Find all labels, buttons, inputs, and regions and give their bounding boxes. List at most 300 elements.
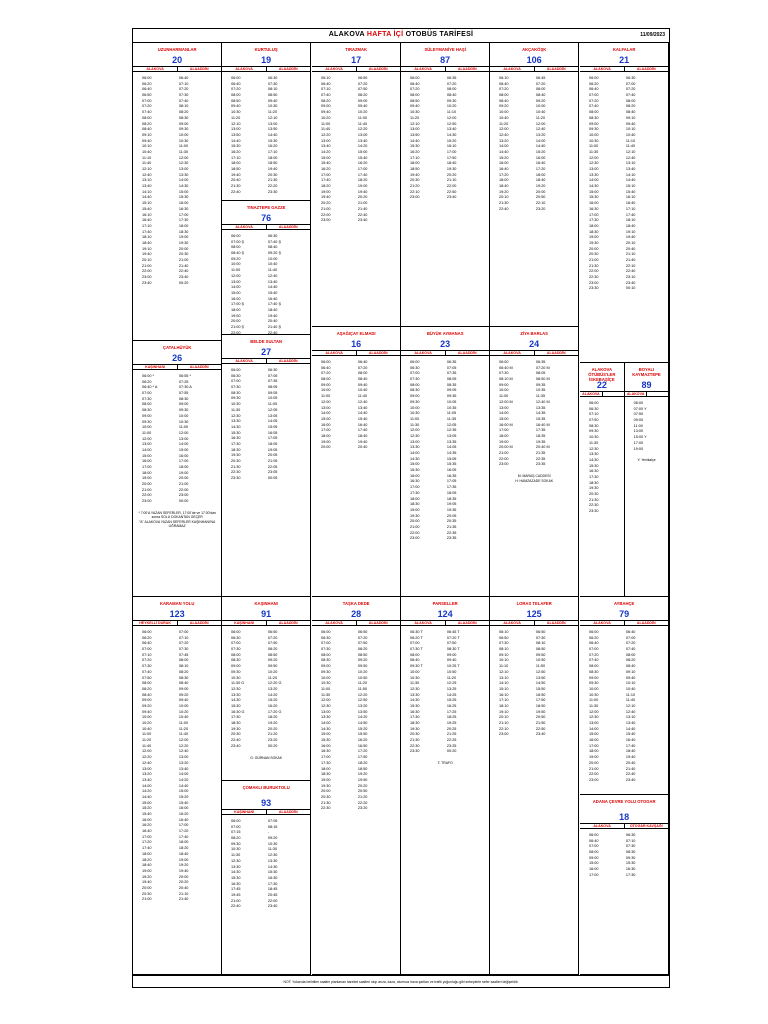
return-time: 17:40 — [357, 172, 368, 177]
return-time: 09:00 — [446, 652, 457, 657]
departure-time: 15:00 — [142, 800, 152, 805]
return-time: 11:40 — [178, 732, 189, 737]
departure-time: 08:50 — [410, 98, 420, 103]
departure-time: 07:50 — [142, 675, 152, 680]
return-time: 18:35 — [535, 433, 546, 438]
return-time: 12:40 — [267, 273, 278, 278]
return-time: 07:00 — [625, 635, 636, 640]
departure-time: 14:30 — [589, 184, 599, 189]
route-name: LORAS TELAFER — [516, 601, 552, 606]
departure-time: 09:40 — [410, 104, 420, 109]
route-note: * 7:00'A YAZAN SEFERLER, 17:00'de ve 17:30'dan sonra SOLU DOKANTAN GEÇER "A" ALAKOVA YAZAN SEFERLER KAŞINHANI'NA UĞRAMAZ — [138, 511, 216, 528]
return-time: 08:20 — [357, 93, 368, 98]
return-time: 14:30 — [446, 132, 457, 137]
return-time: 07:45 — [178, 652, 189, 657]
return-time: 16:05 — [267, 430, 278, 435]
departure-time: 07:10 — [589, 412, 599, 417]
return-time: 20:35 — [446, 519, 457, 524]
departure-time: 22:40 — [231, 189, 241, 194]
departure-time: 14:30 — [589, 457, 599, 462]
return-time: 21:40 — [625, 258, 636, 262]
column-header-left: KAŞINHANI — [145, 365, 166, 369]
departure-time: 12:10 — [231, 121, 241, 126]
timetable-date: 11/09/2023 — [640, 32, 665, 38]
return-time: 07:35 — [446, 371, 457, 376]
departure-time: 12:10 — [499, 669, 509, 674]
departure-time: 18:50 — [231, 167, 241, 171]
route-block — [222, 201, 311, 335]
column-header-right: ALAADDİN — [278, 810, 298, 814]
departure-list — [312, 76, 400, 224]
departure-time: 18:20 — [142, 857, 152, 862]
departure-time: 06:40 M — [499, 365, 513, 370]
return-time: 20:45 — [267, 892, 278, 897]
departure-time: 09:30 — [231, 669, 241, 674]
departure-time: 08:00 — [321, 652, 331, 657]
departure-time: 06:20 — [142, 635, 152, 640]
return-time: 12:00 — [178, 738, 189, 743]
return-time: 23:20 — [267, 738, 278, 743]
departure-time: 08:00 — [410, 652, 420, 657]
return-time: 06:35 — [446, 76, 457, 80]
route-number: 93 — [261, 798, 272, 808]
departure-time: 06:40 — [499, 81, 509, 86]
departure-time: 08:00 — [589, 850, 599, 855]
return-time: 13:40 — [178, 766, 189, 771]
departure-time: 06:40 — [589, 87, 599, 92]
column-header-right: ALAADDİN — [189, 365, 209, 369]
departure-time: 18:30 — [589, 229, 599, 234]
return-time: 19:40 — [357, 439, 368, 444]
departure-time: 17:45 — [231, 887, 241, 892]
departure-time: 08:00 — [321, 377, 331, 382]
return-time: 19:00 — [178, 235, 189, 240]
return-time: 17:00 — [357, 167, 368, 171]
return-time: 10:40 — [625, 686, 636, 691]
title-part-a: ALAKOVA — [328, 31, 365, 38]
return-time: 09:20 — [357, 658, 368, 663]
return-time: 20:25 — [446, 726, 457, 731]
return-time: 21:05 — [267, 459, 278, 463]
departure-time: 07:00 — [589, 647, 599, 652]
departure-time: 10:10 — [142, 144, 152, 149]
return-time: 16:50 — [535, 692, 546, 697]
return-time: 15:05 — [446, 456, 457, 461]
departure-time: 09:30 T — [410, 664, 423, 669]
departure-time: 20:30 — [231, 459, 241, 463]
departure-time: 13:30 — [410, 692, 420, 697]
return-time: 17:00 — [178, 212, 189, 217]
departure-time: 19:30 — [410, 726, 420, 731]
return-time: 19:50 — [357, 777, 368, 782]
return-time: 23:40 — [357, 218, 368, 223]
return-time: 09:50 — [267, 664, 278, 669]
departure-time: 08:10 M — [499, 377, 513, 382]
return-time: 21:30 — [267, 178, 278, 183]
departure-time: 20:10 — [499, 195, 509, 200]
departure-time: 17:00 — [410, 485, 420, 490]
departure-time: 23:30 — [231, 476, 241, 481]
return-time: 08:40 — [625, 664, 636, 669]
return-time: 09:50 — [357, 664, 368, 669]
departure-time: 16:20 — [410, 149, 420, 154]
return-time: 23:40 — [267, 904, 278, 909]
return-time: 08:10 — [535, 641, 546, 646]
departure-time: 13:00 — [321, 405, 331, 410]
return-time: 22:00 — [267, 898, 278, 903]
return-time: 14:25 — [446, 692, 457, 697]
departure-row — [580, 286, 668, 292]
departure-time: 18:00 — [142, 851, 152, 856]
departure-time: 22:00 — [321, 212, 331, 217]
departure-time: 16:30 — [410, 479, 420, 484]
departure-time: 13:50 — [410, 132, 420, 137]
return-time: 19:40 — [267, 313, 278, 318]
return-time: 12:35 — [446, 428, 457, 433]
departure-time: 22:10 — [499, 726, 509, 731]
return-time: 14:00 — [178, 178, 189, 183]
return-time: 07:20 — [535, 81, 546, 86]
departure-time: 08:30 — [410, 388, 420, 393]
departure-time: 15:00 Y — [633, 435, 647, 440]
return-time: 20:40 — [357, 445, 368, 450]
return-time: 13:25 — [446, 686, 457, 691]
departure-time: 19:40 — [410, 172, 420, 177]
return-time: 18:00 — [178, 465, 189, 469]
departure-time: 20:10 — [499, 715, 509, 720]
departure-time: 15:30 — [410, 703, 420, 708]
return-time: 09:20 — [267, 658, 278, 663]
route-note: Y: Yenikalçe — [637, 458, 656, 463]
return-time: 11:30 — [178, 149, 189, 154]
return-time: 14:40 — [267, 132, 278, 137]
departure-row — [401, 536, 489, 542]
return-time: 19:35 — [535, 439, 546, 444]
departure-time: 16:00 — [231, 296, 241, 301]
departure-time: 11:20 — [142, 738, 152, 743]
departure-time: 15:10 — [499, 686, 509, 691]
route-block — [312, 327, 401, 597]
departure-time: 07:20 — [231, 87, 241, 92]
departure-time: 14:00 — [321, 411, 331, 416]
departure-time: 20:40 — [231, 178, 241, 183]
departure-time: 11:00 — [321, 394, 331, 399]
departure-row — [133, 499, 221, 505]
return-time: 23:35 — [535, 462, 546, 467]
return-time: 19:50 — [535, 709, 546, 714]
departure-time: 12:10 — [410, 121, 420, 126]
departure-time: 16:10 — [142, 212, 152, 217]
return-time: 08:05 — [446, 377, 457, 382]
route-number: 79 — [619, 609, 630, 619]
return-time: 10:30 — [267, 104, 278, 109]
departure-time: 09:00 — [142, 698, 152, 703]
route-name: AŞAĞIÇAY ELMADI — [336, 331, 376, 336]
departure-time: 15:30 — [231, 875, 241, 880]
departure-list — [401, 76, 489, 201]
departure-time: 08:00 — [410, 93, 420, 98]
departure-time: 11:00 — [410, 416, 420, 421]
return-time: 15:05 — [267, 424, 278, 429]
return-time: 20:20 — [178, 880, 189, 885]
departure-time: 19:30 — [231, 453, 241, 458]
return-time: 17:20 — [535, 167, 546, 171]
return-time: 09:30 — [178, 127, 189, 132]
departure-time: 17:00 — [633, 440, 644, 445]
return-time: 07:20 M — [535, 365, 550, 370]
departure-time: 11:00 — [142, 732, 152, 737]
column-header-left: ALAKOVA — [235, 225, 253, 229]
departure-time: 21:30 — [589, 263, 599, 268]
departure-time: 10:30 — [589, 692, 599, 697]
column-headers — [625, 391, 669, 397]
return-time: 22:40 — [625, 772, 636, 777]
return-time: 21:20 — [267, 732, 278, 737]
departure-time: 10:30 — [589, 435, 599, 440]
departure-time: 12:30 — [231, 858, 241, 863]
departure-time: 22:40 — [499, 206, 509, 211]
return-time: 10:20 — [267, 669, 278, 674]
departure-time: 23:00 — [499, 732, 509, 737]
return-time: 08:20 — [178, 110, 189, 115]
route-name: BOYALI KAYMAZTEPE — [632, 367, 661, 377]
return-time: 14:50 — [357, 721, 368, 725]
departure-time: 17:10 — [231, 155, 241, 160]
departure-time: 08:20 — [142, 686, 152, 691]
route-block — [625, 363, 670, 597]
return-time: 09:00 — [178, 121, 189, 126]
return-time: 08:40 — [267, 245, 278, 250]
return-time: 18:45 — [267, 887, 278, 892]
column-header-left: HEYKELLİ DURAK — [139, 621, 171, 625]
return-time: 00:10 — [625, 286, 636, 291]
return-time: 20:40 M — [535, 445, 550, 450]
departure-time: 06:00 — [142, 76, 152, 80]
return-time: 07:30 — [535, 635, 546, 640]
departure-time: 19:30 — [231, 726, 241, 731]
departure-time: 07:00 Ş — [231, 239, 245, 244]
departure-time: 16:30 — [231, 436, 241, 441]
departure-time: 15:20 — [499, 155, 509, 160]
return-time: 09:20 Ş — [267, 251, 282, 256]
departure-time: 09:00 — [499, 382, 509, 387]
departure-time: 13:20 — [499, 138, 509, 143]
return-time: 15:25 — [446, 698, 457, 703]
return-time: 21:20 — [357, 794, 368, 799]
departure-time: 18:00 — [410, 161, 420, 166]
return-time: 07:00 — [178, 630, 189, 634]
departure-time: 22:00 — [231, 330, 241, 335]
departure-time: 20:00 M — [499, 445, 513, 450]
return-time: 08:35 — [446, 382, 457, 387]
return-time: 06:55 * — [178, 374, 191, 378]
return-time: 14:00 — [178, 772, 189, 777]
return-time: 18:20 — [357, 178, 368, 183]
departure-time: 08:30 — [321, 658, 331, 663]
departure-time: 14:30 — [410, 698, 420, 703]
route-name: ALAKOVA ÖTÜBÜS'LER İSKEBAŞİÇE — [588, 367, 616, 382]
departure-time: 07:15 — [231, 830, 241, 835]
departure-time: 15:00 — [589, 189, 599, 194]
departure-time: 19:00 — [142, 868, 152, 873]
column-headers — [222, 620, 310, 626]
return-time: 10:05 — [267, 396, 278, 401]
return-time: 17:10 — [625, 206, 636, 211]
return-time: 23:20 — [357, 806, 368, 811]
return-time: 18:50 — [357, 766, 368, 771]
return-time: 11:30 — [267, 847, 278, 852]
return-time: 12:40 M — [535, 399, 550, 404]
return-time: 08:30 — [178, 396, 189, 401]
return-time: 21:00 — [357, 201, 368, 206]
return-time: 14:40 — [625, 178, 636, 183]
return-time: 17:05 — [446, 479, 457, 484]
return-time: 18:05 — [446, 490, 457, 495]
return-time: 13:00 — [357, 132, 368, 137]
return-time: 09:40 — [625, 675, 636, 680]
departure-time: 08:40 — [410, 658, 420, 663]
column-divider — [646, 392, 647, 396]
route-name: KARAMAN YOLU — [159, 601, 195, 606]
route-block — [580, 795, 669, 975]
return-time: 15:00 — [178, 447, 189, 452]
return-time: 21:00 — [178, 258, 189, 262]
column-header-left: ALAKOVA — [325, 621, 343, 625]
departure-time: 06:00 — [231, 630, 241, 634]
return-time: 19:40 — [625, 755, 636, 760]
departure-time: 17:20 — [142, 840, 152, 845]
return-time: 16:30 — [178, 206, 189, 211]
return-time: 22:00 — [178, 487, 189, 492]
departure-time: 11:00 — [231, 268, 241, 273]
return-time: 18:40 — [267, 307, 278, 312]
departure-time: 06:00 — [231, 76, 241, 80]
return-time: 20:20 — [267, 726, 278, 731]
column-headers — [133, 66, 221, 72]
return-time: 10:10 — [625, 681, 636, 686]
return-time: 19:05 — [267, 447, 278, 452]
departure-time: 15:40 — [142, 206, 152, 211]
departure-time: 16:30 G — [231, 709, 245, 714]
return-time: 06:50 — [267, 630, 278, 634]
return-time: 12:40 — [178, 749, 189, 754]
return-time: 17:30 — [178, 218, 189, 223]
return-time: 22:20 — [357, 800, 368, 805]
return-time: 12:40 — [357, 399, 368, 404]
departure-time: 09:30 — [321, 669, 331, 674]
departure-time: 10:30 — [321, 681, 331, 686]
departure-time: 07:20 — [589, 652, 599, 657]
departure-time: 19:00 — [142, 476, 152, 481]
route-number: 19 — [261, 55, 272, 65]
departure-list — [222, 368, 310, 482]
departure-time: 06:20 — [142, 379, 152, 384]
departure-time: 06:20 — [142, 81, 152, 86]
return-time: 14:40 — [178, 783, 189, 788]
column-headers — [222, 224, 310, 230]
return-time: 06:30 — [625, 76, 636, 80]
departure-time: 15:40 — [142, 812, 152, 816]
route-block — [490, 327, 579, 597]
departure-time: 06:00 — [321, 630, 331, 634]
return-time: 11:40 — [625, 144, 636, 149]
departure-list — [401, 360, 489, 542]
return-time: 10:25 T — [446, 664, 460, 669]
departure-time: 06:00 — [410, 360, 420, 364]
return-time: 08:40 — [178, 681, 189, 686]
departure-time: 09:10 — [499, 652, 509, 657]
return-time: 10:35 — [535, 388, 546, 393]
departure-time: 12:40 — [499, 132, 509, 137]
departure-time: 15:30 — [231, 703, 241, 708]
return-time: 20:40 — [625, 760, 636, 765]
return-time: 11:05 — [267, 402, 278, 407]
title-part-b: HAFTA İÇİ — [366, 31, 404, 38]
departure-list — [580, 833, 668, 879]
return-time: 16:40 — [357, 422, 368, 427]
departure-time: 23:00 — [589, 280, 599, 285]
return-time: 14:40 — [535, 144, 546, 149]
return-time: 11:50 — [357, 686, 368, 691]
departure-time: 22:00 — [499, 456, 509, 461]
departure-time: 19:00 — [589, 755, 599, 760]
return-time: 13:30 — [267, 858, 278, 863]
column-header-left: KAŞINHANI — [234, 810, 255, 814]
departure-time: 13:00 — [633, 429, 644, 434]
return-time: 19:20 — [267, 721, 278, 725]
return-time: 18:25 — [446, 715, 457, 720]
return-time: 14:20 — [267, 692, 278, 697]
departure-time: 20:00 — [231, 319, 241, 324]
column-header-left: ALAKOVA — [235, 67, 253, 71]
departure-time: 13:30 — [231, 692, 241, 697]
departure-time: 09:30 — [589, 429, 599, 434]
departure-time: 11:30 — [589, 703, 599, 708]
departure-time: 11:20 — [410, 115, 420, 120]
return-time: 08:50 — [267, 93, 278, 98]
column-header-left: ALAKOVA — [593, 621, 611, 625]
return-time: 15:00 — [178, 189, 189, 194]
return-time: 16:00 — [178, 806, 189, 811]
column-headers — [401, 350, 489, 356]
return-time: 07:05 — [267, 819, 278, 823]
column-headers — [133, 620, 221, 626]
return-time: 17:40 — [357, 428, 368, 433]
departure-time: 06:50 — [499, 635, 509, 640]
return-time: 11:20 — [446, 675, 457, 680]
departure-time: 20:00 — [589, 760, 599, 765]
return-time: 07:50 — [357, 87, 368, 92]
departure-time: 06:10 — [499, 76, 509, 80]
departure-time: 10:30 — [231, 675, 241, 680]
departure-time: 21:30 — [589, 497, 599, 502]
column-header-right: ALAADDİN — [457, 351, 477, 355]
return-time: 20:50 — [535, 715, 546, 720]
return-time: 17:20 — [357, 749, 368, 754]
departure-time: 13:00 — [321, 709, 331, 714]
departure-time: 17:00 — [321, 755, 331, 760]
departure-time: 09:40 — [321, 110, 331, 115]
departure-time: 07:30 — [142, 396, 152, 401]
departure-time: 11:30 — [410, 681, 420, 686]
return-time: 08:50 — [267, 652, 278, 657]
departure-time: 09:30 — [231, 396, 241, 401]
departure-time: 07:30 T — [410, 647, 423, 652]
return-time: 13:40 — [267, 279, 278, 284]
departure-time: 19:40 — [321, 195, 331, 200]
return-time: 09:05 — [446, 388, 457, 393]
departure-time: 06:00 — [321, 360, 331, 364]
